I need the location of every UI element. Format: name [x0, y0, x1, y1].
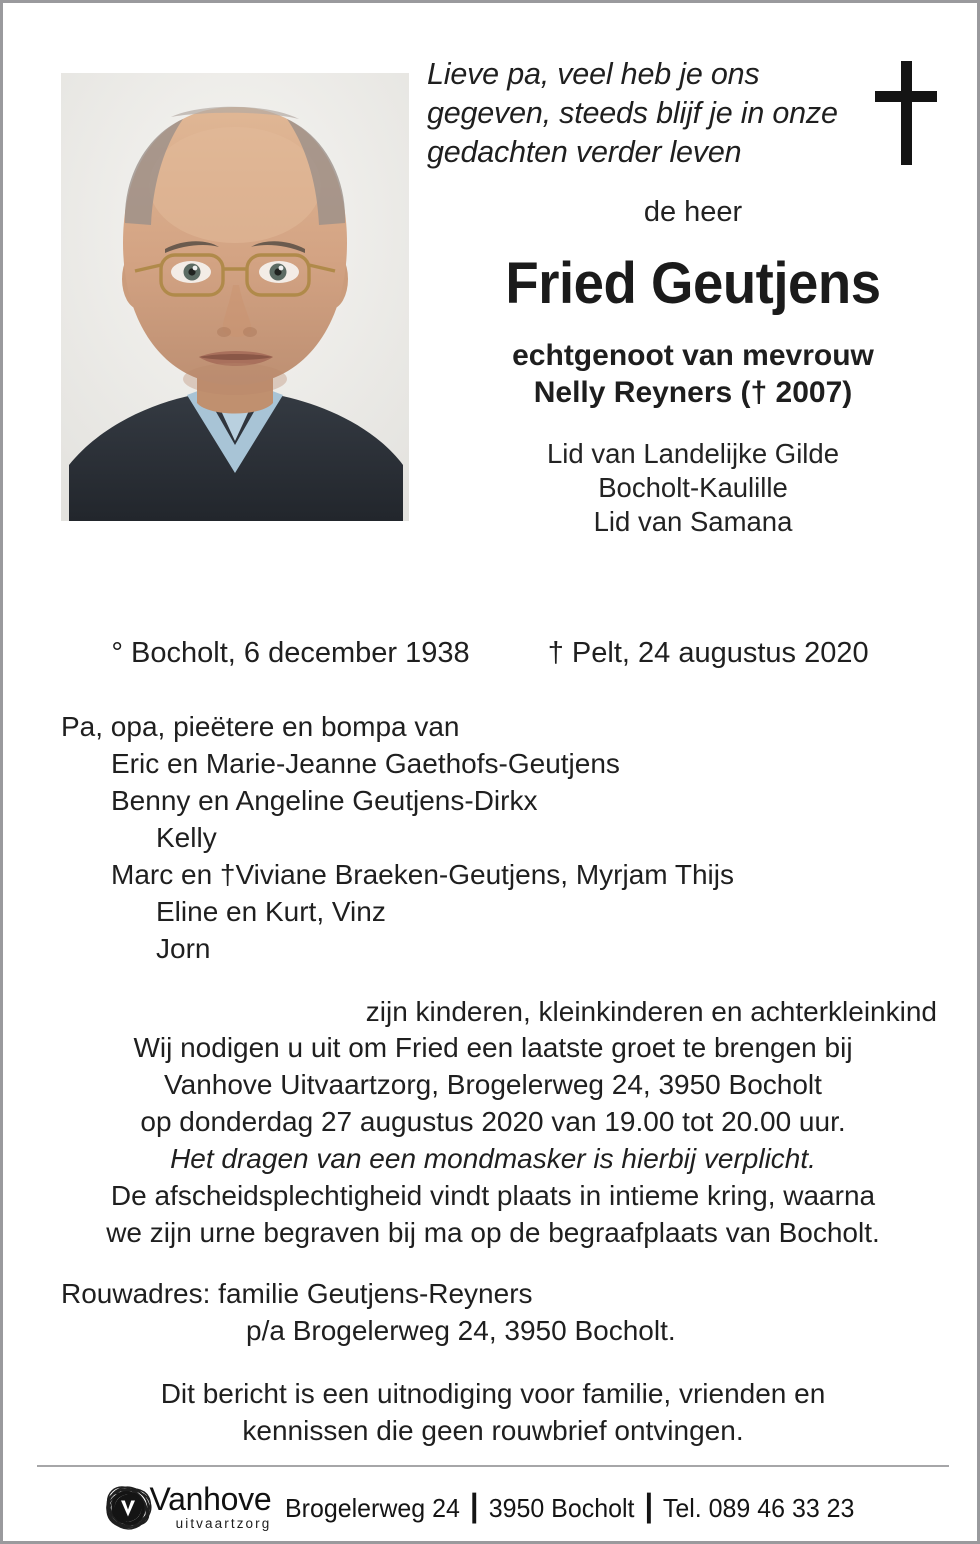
death-date: † Pelt, 24 augustus 2020 — [547, 637, 869, 669]
portrait-illustration — [61, 73, 409, 521]
salutation: de heer — [643, 196, 743, 228]
logo-subtitle: uitvaartzorg — [175, 1516, 272, 1531]
latin-cross-icon — [875, 61, 937, 165]
family-member: Eline en Kurt, Vinz — [156, 896, 386, 927]
invitation-text — [43, 1029, 943, 1251]
family-intro: Pa, opa, pieëtere en bompa van — [61, 711, 460, 742]
family-member: Kelly — [156, 822, 217, 853]
deceased-name: Fried Geutjens — [505, 251, 881, 316]
family-summary: zijn kinderen, kleinkinderen en achterkleinkind — [365, 996, 937, 1027]
footer-divider — [37, 1465, 949, 1467]
deceased-details — [423, 195, 963, 539]
vanhove-logo — [102, 1482, 272, 1534]
footer — [3, 1477, 977, 1539]
family-member: Eric en Marie-Jeanne Gaethofs-Geutjens — [111, 748, 620, 779]
portrait-photo — [61, 73, 409, 521]
notice-line: Dit bericht is een uitnodiging voor familie, vrienden en — [160, 1378, 826, 1409]
invitation-line: we zijn urne begraven bij ma op de begraafplaats van Bocholt. — [106, 1217, 880, 1248]
footer-address: Brogelerweg 24 ┃ 3950 Bocholt ┃ Tel. 089 46 33 23 — [285, 1493, 855, 1523]
invitation-line: Vanhove Uitvaartzorg, Brogelerweg 24, 3950 Bocholt — [164, 1069, 822, 1100]
spouse-prefix: echtgenoot van mevrouw — [512, 339, 874, 372]
spouse-info — [423, 337, 963, 411]
mourning-address — [61, 1275, 941, 1349]
family-member: Marc en †Viviane Braeken-Geutjens, Myrjam Thijs — [111, 859, 734, 890]
invitation-line: De afscheidsplechtigheid vindt plaats in intieme kring, waarna — [110, 1180, 876, 1211]
birth-date: ° Bocholt, 6 december 1938 — [111, 637, 470, 669]
family-member: Jorn — [156, 933, 211, 964]
logo-text — [149, 1481, 272, 1531]
spouse-name: Nelly Reyners († 2007) — [533, 376, 853, 409]
membership-line: Lid van Landelijke Gilde — [547, 438, 839, 469]
mourning-address-line: Rouwadres: familie Geutjens-Reyners — [61, 1278, 533, 1309]
general-notice — [43, 1375, 943, 1449]
invitation-line: op donderdag 27 augustus 2020 van 19.00 tot 20.00 uur. — [140, 1106, 846, 1137]
membership-line: Bocholt-Kaulille — [598, 472, 788, 503]
membership-line: Lid van Samana — [593, 506, 793, 537]
invitation-line: Wij nodigen u uit om Fried een laatste groet te brengen bij — [133, 1032, 853, 1063]
logo-name: Vanhove — [149, 1481, 272, 1517]
mask-requirement-line: Het dragen van een mondmasker is hierbij verplicht. — [170, 1143, 816, 1174]
memberships — [423, 437, 963, 539]
scribble-v-icon — [102, 1482, 154, 1534]
card-header-block — [3, 3, 977, 623]
family-list — [61, 708, 941, 1030]
memorial-quote: Lieve pa, veel heb je ons gegeven, steeds blijf je in onze gedachten verder leven — [427, 57, 838, 169]
notice-line: kennissen die geen rouwbrief ontvingen. — [242, 1415, 744, 1446]
life-dates — [3, 635, 977, 671]
family-member: Benny en Angeline Geutjens-Dirkx — [111, 785, 538, 816]
mourning-address-line: p/a Brogelerweg 24, 3950 Bocholt. — [246, 1315, 676, 1346]
